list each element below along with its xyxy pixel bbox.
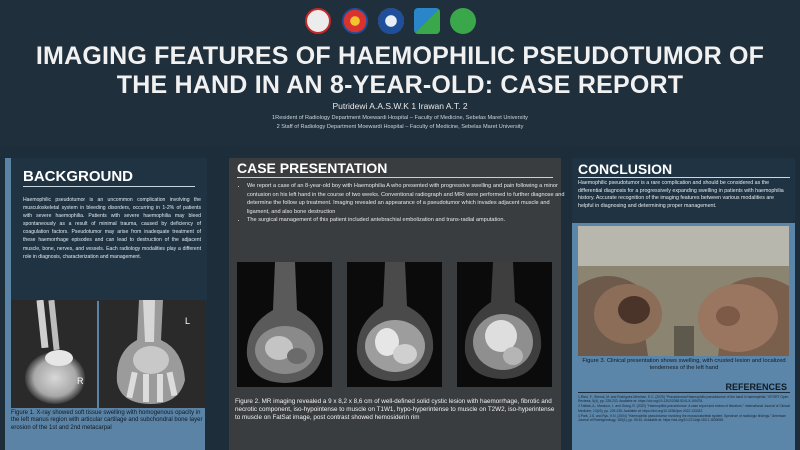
faculty-logo <box>378 8 404 34</box>
figure-2-caption: Figure 2. MR imaging revealed a 9 x 8,2 x 8,6 cm of well-defined solid cystic lesion with haemorrhage, fibrotic and necrotic component, iso-hypointense to muscle on T1W1, hypo-hyperintense to muscle on T2W2, iso-hyperintense to muscle on FatSat image, post contrast showed hemosiderin rim <box>235 398 555 421</box>
background-heading: BACKGROUND <box>23 168 133 185</box>
divider <box>578 177 790 178</box>
xray-marker-l: L <box>185 316 191 326</box>
reference-item: 1.Rizvi, F., Shenoi, M. and Rodriguez-Merchan, E.C. (2020) "Pseudotumor/Haemophilic pseudotumor of the hand in haemophilia," EFORT Open Reviews, 5(4), pp. 228-233. Available at: https://doi.org/10.1302/2058-5241.5.190078. <box>578 395 789 404</box>
figure-3-caption: Figure 3. Clinical presentation shows swelling, with crusted lesion and localized tenderness of the left hand <box>582 358 786 372</box>
reference-item: 2.Fallata, A., Mansoor, L. and Giang, R. (2022) "Haemophilic pseudotumor: A case report and review of literature," International Journal of Clinical Medicine, 13(03), pp. 229-235. Available at: https://doi.org/10.4236/ijcm.2022.133022. <box>578 404 790 413</box>
xray-oblique-drawing <box>99 300 205 408</box>
case-bullets <box>237 182 565 225</box>
university-logo <box>305 8 331 34</box>
hospital-logo <box>342 8 368 34</box>
background-text: Haemophilic pseudotumor is an uncommon complication involving the musculoskeletal system in bleeding disorders, occurring in 1-2% of patients with severe haemophilia. Patients with severe haemophilia may bleed spontaneously as a result of minimal trauma, caused by deficiency of coagulation factors. Pseudotumor may arise from inadequate treatment of these haemorrhage episodes and can lead to destruction of the adjacent muscle, bone, nerves, and vessels. Each radiology modalities play a different role in diagnosis, characterization and management. <box>23 197 201 260</box>
figure-1-caption: Figure 1. X-ray showed soft tissue swelling with homogenous opacity in the left manus region with articular cartilage and subchondral bone layer erosion of the 1st and 2nd metacarpal <box>11 410 203 431</box>
poster-title: IMAGING FEATURES OF HAEMOPHILIC PSEUDOTUMOR OF THE HAND IN AN 8-YEAR-OLD: CASE REPORT <box>35 42 765 99</box>
references-list <box>578 395 790 423</box>
divider <box>578 392 790 393</box>
references-heading: REFERENCES <box>725 382 787 392</box>
mri-image-t1 <box>237 262 332 387</box>
clinical-photo <box>578 226 789 356</box>
xray-image-oblique <box>99 300 205 408</box>
conclusion-heading: CONCLUSION <box>578 161 673 177</box>
reference-item: 3.Park, J.S. and Ryu, K.N. (2004) "Haemophilic pseudotumor involving the musculoskeletal system: Spectrum of radiologic findings," American Journal of Roentgenology, 183(1), pp. 55-61. Available at: https://doi.org/10.2214/ajr.183.1.1830055. <box>578 413 786 423</box>
case-bullet: • We report a case of an 8-year-old boy with Haemophilia A who presented with progressive swelling and pain following a minor contusion on his left hand in the course of two weeks. Conventional radiograph and MRI were performed to further diagnose and determine the follow up treatment. Imaging revealed an appearance of a pseudotumor which invades adjacent muscle and ligament, and also bone destruction <box>247 182 565 216</box>
conclusion-text: Haemophilic pseudotumor is a rare complication and should be considered as the differential diagnosis for a progressively expanding swelling in patients with haemophilia history. Accurate recognition of the imaging features between various modalities are helpful in diagnosing and determining proper management. <box>578 180 784 209</box>
divider <box>23 186 195 187</box>
mri-t1-drawing <box>237 262 332 387</box>
divider <box>237 177 553 178</box>
mri-image-t2 <box>347 262 442 387</box>
mri-image-fatsat <box>457 262 552 387</box>
case-heading: CASE PRESENTATION <box>237 160 388 176</box>
clinical-photo-drawing <box>578 226 789 356</box>
conclusion-section <box>572 158 795 450</box>
poster-header <box>0 0 800 146</box>
mri-t2-drawing <box>347 262 442 387</box>
author-line: Putridewi A.A.S.W.K 1 Irawan A.T. 2 <box>332 101 468 111</box>
xray-marker-r: R <box>77 376 84 386</box>
affiliation-1: 1Resident of Radiology Department Moewardi Hospital – Faculty of Medicine, Sebelas Maret University <box>272 115 528 121</box>
background-box <box>11 158 207 301</box>
conclusion-box <box>572 158 795 223</box>
case-section <box>229 158 565 450</box>
mri-fatsat-drawing <box>457 262 552 387</box>
ministry-logo <box>414 8 440 34</box>
background-section <box>5 158 205 450</box>
xray-image-ap <box>11 300 97 408</box>
logo-row <box>300 6 500 36</box>
affiliation-2: 2 Staff of Radiology Department Moewardi Hospital – Faculty of Medicine, Sebelas Maret University <box>276 124 524 130</box>
xray-ap-drawing <box>11 300 97 408</box>
accreditation-logo <box>450 8 476 34</box>
case-bullet: • The surgical management of this patient included antebrachial embolization and trans-radial amputation. <box>247 216 565 225</box>
